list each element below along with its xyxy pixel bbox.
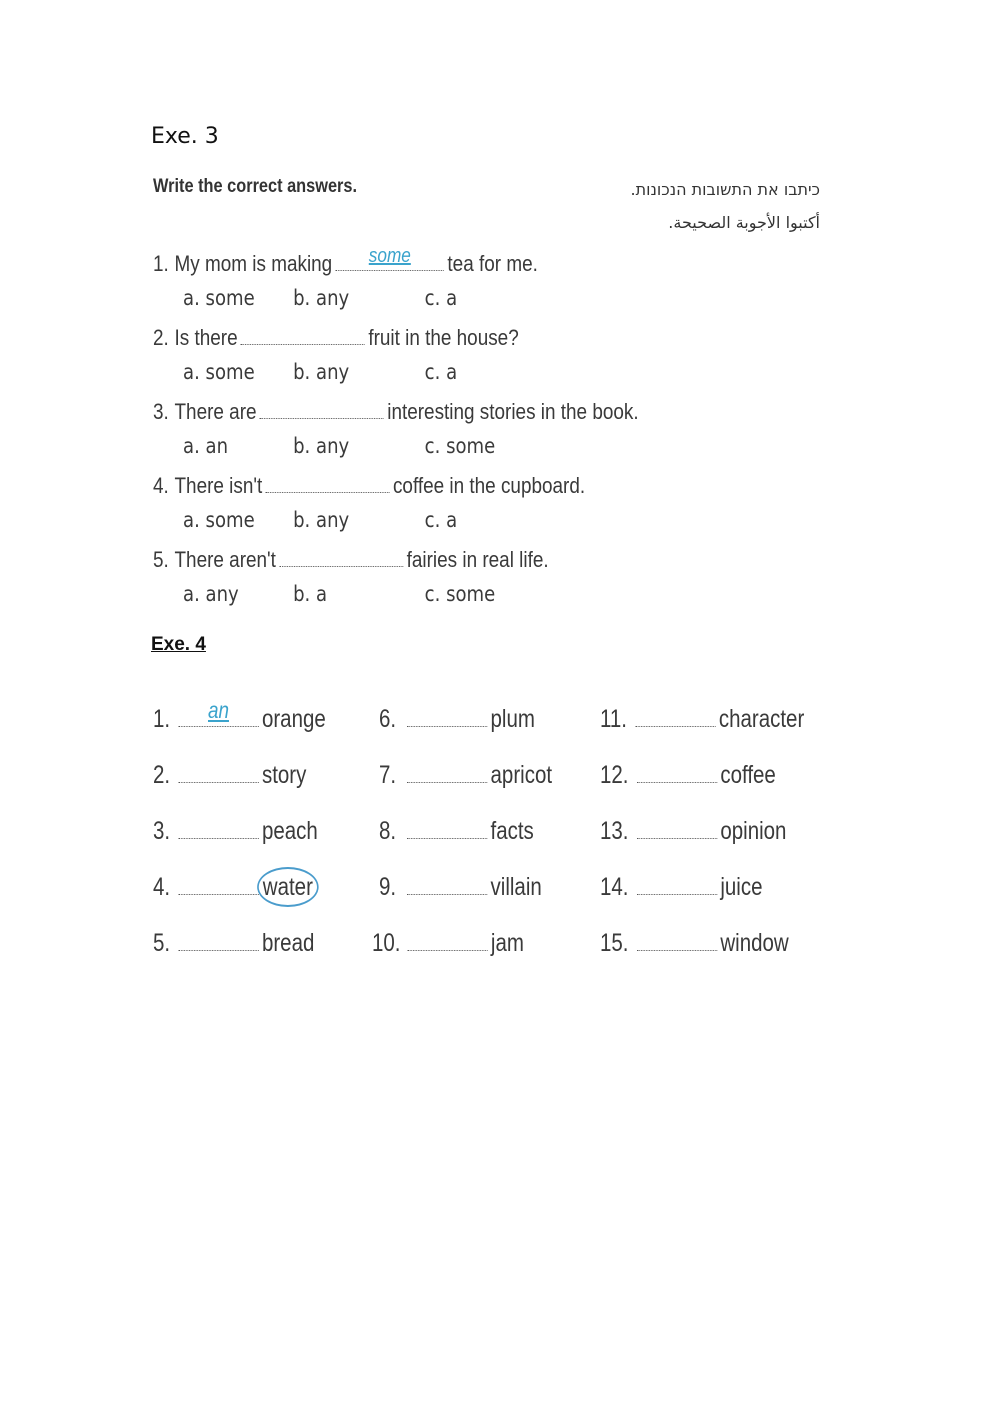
instruction-english: Write the correct answers. bbox=[153, 176, 358, 197]
question-text-before: There are bbox=[174, 399, 257, 424]
exe4-item-4 bbox=[153, 872, 319, 902]
item-word: villain bbox=[490, 873, 542, 901]
item-word: orange bbox=[261, 705, 326, 733]
question-text-before: There aren't bbox=[174, 547, 276, 572]
item-blank[interactable] bbox=[178, 760, 258, 783]
exe4-item-15 bbox=[600, 928, 789, 958]
item-number: 9. bbox=[379, 873, 397, 901]
item-blank[interactable] bbox=[407, 872, 487, 895]
item-blank[interactable] bbox=[178, 928, 258, 951]
item-blank[interactable] bbox=[637, 760, 717, 783]
exe4-item-12 bbox=[600, 760, 776, 790]
question-text-after: interesting stories in the book. bbox=[387, 399, 639, 424]
option-a[interactable]: a. some bbox=[183, 286, 255, 310]
item-number: 7. bbox=[379, 761, 397, 789]
question-number: 4. bbox=[153, 473, 169, 498]
item-blank[interactable] bbox=[637, 816, 717, 839]
item-blank[interactable] bbox=[407, 760, 487, 783]
option-c[interactable]: c. a bbox=[424, 286, 458, 310]
question-text-before: There isn't bbox=[174, 473, 263, 498]
option-c[interactable]: c. some bbox=[424, 434, 496, 458]
item-blank[interactable] bbox=[407, 704, 487, 727]
exe4-item-9 bbox=[379, 872, 542, 902]
option-b[interactable]: b. any bbox=[293, 360, 350, 384]
question-5 bbox=[153, 547, 549, 573]
question-4 bbox=[153, 473, 585, 499]
item-word: opinion bbox=[720, 817, 787, 845]
option-b[interactable]: b. any bbox=[293, 434, 350, 458]
item-number: 13. bbox=[600, 817, 629, 845]
answer-blank[interactable] bbox=[241, 326, 365, 345]
item-blank[interactable] bbox=[178, 872, 258, 895]
answer-blank[interactable] bbox=[266, 474, 390, 493]
item-word: coffee bbox=[720, 761, 776, 789]
item-number: 10. bbox=[372, 929, 401, 957]
item-number: 2. bbox=[153, 761, 171, 789]
item-blank[interactable] bbox=[635, 704, 715, 727]
option-b[interactable]: b. a bbox=[293, 582, 328, 606]
option-c[interactable]: c. some bbox=[424, 582, 496, 606]
exe4-item-8 bbox=[379, 816, 534, 846]
question-number: 2. bbox=[153, 325, 169, 350]
item-number: 4. bbox=[153, 873, 171, 901]
exe4-item-1 bbox=[153, 697, 326, 734]
exe4-item-7 bbox=[379, 760, 552, 790]
instruction-hebrew: כיתבו את התשובות הנכונות. bbox=[630, 180, 820, 199]
item-word: character bbox=[718, 705, 805, 733]
exe4-item-14 bbox=[600, 872, 763, 902]
option-a[interactable]: a. an bbox=[183, 434, 229, 458]
exe4-item-2 bbox=[153, 760, 306, 790]
item-number: 15. bbox=[600, 929, 629, 957]
item-word: apricot bbox=[490, 761, 553, 789]
answer-blank[interactable] bbox=[336, 245, 444, 271]
question-number: 5. bbox=[153, 547, 169, 572]
question-1 bbox=[153, 245, 538, 277]
item-blank[interactable] bbox=[637, 872, 717, 895]
exe4-item-3 bbox=[153, 816, 318, 846]
exe4-item-6 bbox=[379, 704, 535, 734]
question-text-after: coffee in the cupboard. bbox=[392, 473, 586, 498]
item-blank[interactable] bbox=[637, 928, 717, 951]
item-number: 5. bbox=[153, 929, 171, 957]
item-number: 11. bbox=[600, 705, 627, 733]
option-c[interactable]: c. a bbox=[424, 508, 458, 532]
question-text-after: fairies in real life. bbox=[406, 547, 549, 572]
item-number: 6. bbox=[379, 705, 397, 733]
exe4-heading: Exe. 4 bbox=[151, 634, 206, 655]
item-number: 1. bbox=[153, 705, 171, 733]
exe4-item-10 bbox=[372, 928, 524, 958]
item-blank[interactable] bbox=[407, 816, 487, 839]
answer-blank[interactable] bbox=[260, 400, 384, 419]
option-a[interactable]: a. some bbox=[183, 508, 255, 532]
option-a[interactable]: a. any bbox=[183, 582, 239, 606]
option-a[interactable]: a. some bbox=[183, 360, 255, 384]
exe3-heading: Exe. 3 bbox=[151, 124, 219, 149]
question-text-after: fruit in the house? bbox=[368, 325, 519, 350]
item-blank[interactable] bbox=[407, 928, 487, 951]
question-text-before: My mom is making bbox=[174, 251, 333, 276]
option-b[interactable]: b. any bbox=[293, 286, 350, 310]
item-word: juice bbox=[720, 873, 763, 901]
instruction-arabic: أكتبوا الأجوبة الصحيحة. bbox=[668, 213, 820, 232]
question-number: 1. bbox=[153, 251, 169, 276]
item-word: plum bbox=[490, 705, 535, 733]
item-word: bread bbox=[261, 929, 315, 957]
item-word: peach bbox=[261, 817, 318, 845]
filled-answer: some bbox=[368, 245, 411, 267]
exe4-item-11 bbox=[600, 704, 804, 734]
exe4-item-13 bbox=[600, 816, 786, 846]
question-3 bbox=[153, 399, 639, 425]
question-2 bbox=[153, 325, 519, 351]
answer-blank[interactable] bbox=[279, 548, 403, 567]
question-text-after: tea for me. bbox=[447, 251, 538, 276]
item-word: story bbox=[261, 761, 307, 789]
item-number: 14. bbox=[600, 873, 629, 901]
item-number: 8. bbox=[379, 817, 397, 845]
item-blank[interactable] bbox=[178, 816, 258, 839]
item-number: 12. bbox=[600, 761, 629, 789]
item-word: facts bbox=[490, 817, 534, 845]
item-word: window bbox=[720, 929, 789, 957]
question-text-before: Is there bbox=[174, 325, 238, 350]
option-c[interactable]: c. a bbox=[424, 360, 458, 384]
item-word: jam bbox=[490, 929, 524, 957]
question-number: 3. bbox=[153, 399, 169, 424]
circled-word: water bbox=[257, 867, 319, 907]
filled-answer: an bbox=[207, 697, 229, 723]
option-b[interactable]: b. any bbox=[293, 508, 350, 532]
item-number: 3. bbox=[153, 817, 171, 845]
item-blank[interactable] bbox=[178, 697, 258, 727]
exe4-item-5 bbox=[153, 928, 314, 958]
